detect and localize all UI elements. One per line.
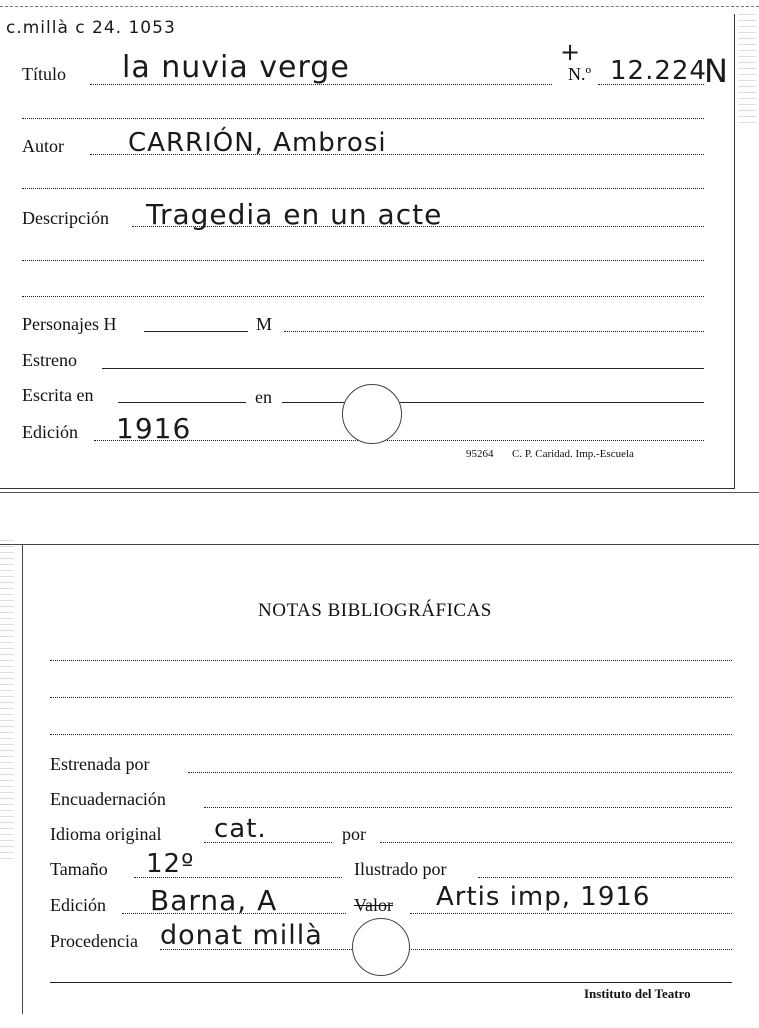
descripcion-extra-line-2 [22,296,704,297]
top-edge-line [0,6,759,7]
idioma-value: cat. [214,814,267,844]
scan-noise-top-right [738,14,756,124]
estreno-label: Estreno [22,350,77,370]
numero-value: 12.224 [610,56,707,86]
notas-line-2 [50,697,732,698]
descripcion-extra-line-1 [22,260,704,261]
titulo-value: la nuvia verge [122,50,350,85]
escrita-en-label: en [255,387,272,407]
personajes-label: Personajes H [22,314,117,334]
personajes-h-line [144,331,248,332]
printer-name: C. P. Caridad. Imp.-Escuela [512,448,634,460]
valor-label: Valor [354,895,393,915]
encuadernacion-label: Encuadernación [50,789,166,809]
estrenada-label: Estrenada por [50,754,150,774]
corner-note: c.millà c 24. 1053 [6,18,176,38]
encuadernacion-line [204,807,732,808]
numero-mark: + [560,38,582,66]
procedencia-value: donat millà [160,920,323,951]
numero-label: N.º [568,64,592,84]
notas-heading: NOTAS BIBLIOGRÁFICAS [258,600,492,621]
punch-hole-top [342,384,402,444]
bottom-solid-line [50,982,732,983]
personajes-m-label: M [256,314,273,334]
idioma-por-line [380,842,732,843]
descripcion-value: Tragedia en un acte [146,198,443,231]
titulo-extra-line [22,118,704,119]
printer-code: 95264 [466,448,494,460]
personajes-m-line [284,331,704,332]
estrenada-line [188,772,732,773]
scan-noise-bottom-left [0,540,14,860]
idioma-label: Idioma original [50,824,162,844]
ilustrado-label: Ilustrado por [354,859,447,879]
notas-line-1 [50,660,732,661]
bottom-card-left-edge [22,544,23,1014]
notas-line-3 [50,734,732,735]
bottom-card-top-edge [0,544,759,545]
procedencia-label: Procedencia [50,931,138,951]
estreno-line [102,368,704,369]
b-edicion-label: Edición [50,895,106,915]
edicion-label: Edición [22,422,78,442]
tamano-label: Tamaño [50,859,108,879]
valor-line [410,913,732,914]
titulo-label: Título [22,64,66,84]
edicion-value: 1916 [116,412,192,445]
punch-hole-bottom [352,918,410,976]
idioma-por-label: por [342,824,366,844]
institution-name: Instituto del Teatro [584,986,691,1001]
ilustrado-line [478,877,732,878]
tamano-value: 12º [146,849,195,879]
valor-value: Artis imp, 1916 [436,882,651,912]
top-card-bottom-edge [0,492,759,493]
autor-extra-line [22,188,704,189]
b-edicion-value: Barna, A [150,884,278,917]
numero-suffix: N [704,52,729,90]
autor-label: Autor [22,136,64,156]
descripcion-label: Descripción [22,208,109,228]
autor-value: CARRIÓN, Ambrosi [128,128,387,158]
escrita-label: Escrita en [22,385,94,405]
escrita-line [118,402,246,403]
